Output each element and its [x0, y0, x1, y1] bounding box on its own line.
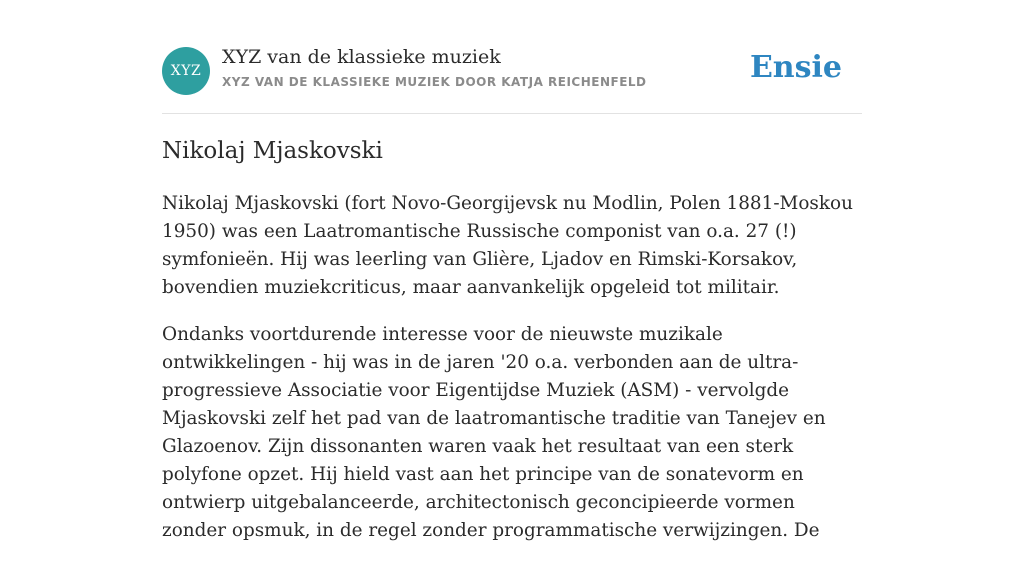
- paragraph: Ondanks voortdurende interesse voor de nieuwste muzikale ontwikkelingen - hij was in de jaren '20 o.a. verbonden aan de ultra-progressieve Associatie voor Eigentijdse Muziek (ASM) - vervolgde Mjaskovski zelf het pad van de laatromantische traditie van Tanejev en Glazoenov. Zijn dissonanten waren vaak het resultaat van een sterk polyfone opzet. Hij hield vast aan het principe van de sonatevorm en ontwierp uitgebalanceerde, architectonisch geconcipieerde vormen zonder opsmuk, in de regel zonder programmatische verwijzingen. De: [162, 324, 826, 541]
- page: [162, 0, 862, 541]
- avatar[interactable]: XYZ: [162, 47, 210, 95]
- article-body: [162, 190, 862, 564]
- paragraph: Nikolaj Mjaskovski (fort Novo-Georgijevsk nu Modlin, Polen 1881-Moskou 1950) was een Laatromantische Russische componist van o.a. 27 (!) symfonieën. Hij was leerling van Glière, Ljadov en Rimski-Korsakov, bovendien muziekcriticus, maar aanvankelijk opgeleid tot militair.: [162, 193, 853, 298]
- site-title[interactable]: XYZ van de klassieke muziek: [222, 46, 501, 68]
- article-title: Nikolaj Mjaskovski: [162, 138, 383, 164]
- brand-logo[interactable]: Ensie: [749, 50, 842, 85]
- site-header: [162, 0, 862, 114]
- site-subtitle: XYZ VAN DE KLASSIEKE MUZIEK DOOR KATJA REICHENFELD: [222, 75, 647, 89]
